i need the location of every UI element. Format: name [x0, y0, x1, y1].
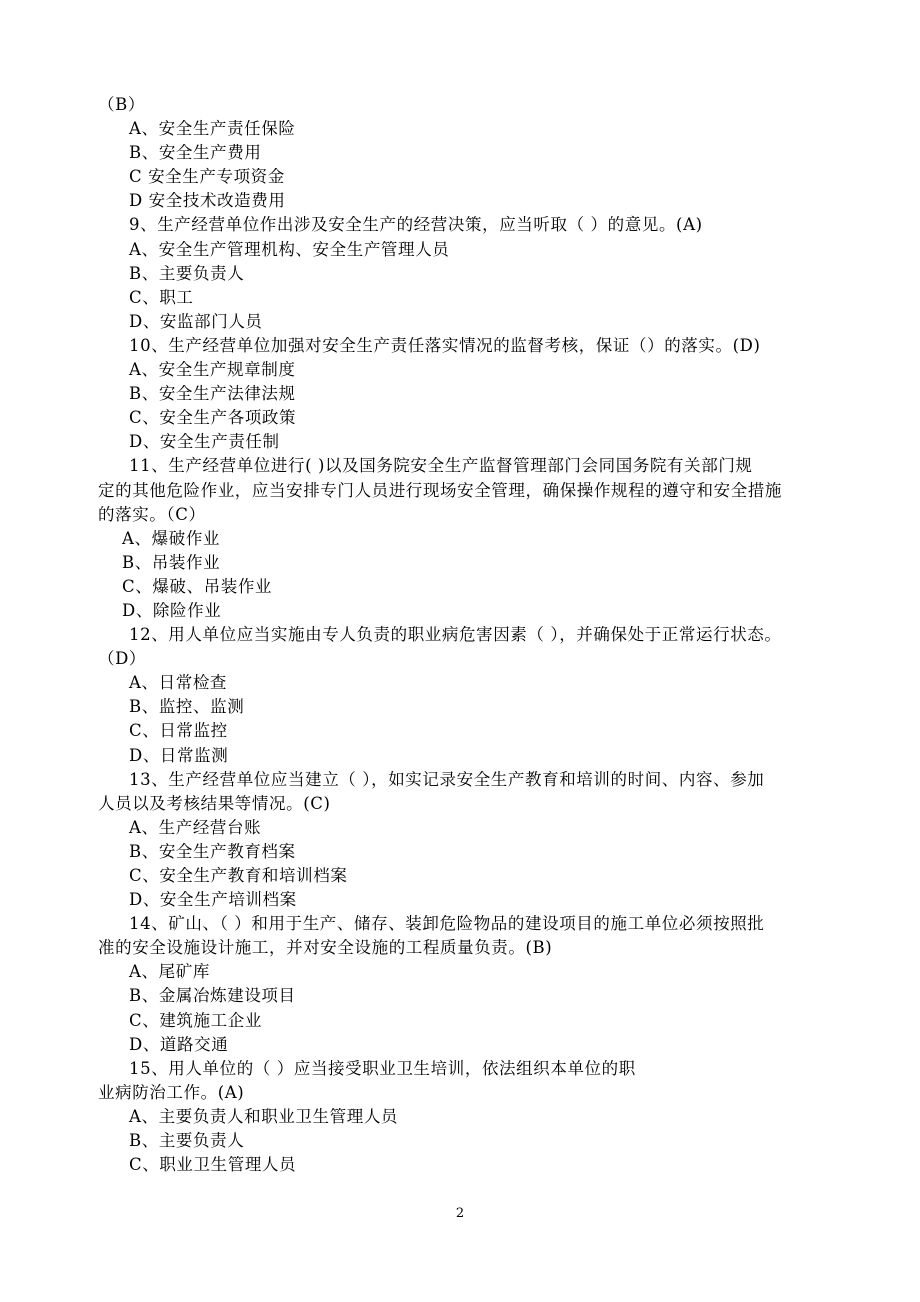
question-9: 9、生产经营单位作出涉及安全生产的经营决策，应当听取（ ）的意见。(A): [129, 215, 703, 235]
option-line: A、安全生产管理机构、安全生产管理人员: [129, 239, 450, 259]
option-line: B、安全生产费用: [129, 143, 262, 163]
option-line: C、安全生产各项政策: [129, 408, 297, 428]
question-15: 15、用人单位的（ ）应当接受职业卫生培训，依法组织本单位的职: [129, 1058, 636, 1078]
option-line: B、金属冶炼建设项目: [129, 986, 296, 1006]
option-line: D、安全生产培训档案: [129, 890, 297, 910]
option-line: B、主要负责人: [129, 263, 245, 283]
option-line: A、安全生产规章制度: [129, 360, 296, 380]
option-line: C、职业卫生管理人员: [129, 1155, 297, 1175]
option-line: B、安全生产法律法规: [129, 384, 296, 404]
question-11: 11、生产经营单位进行( )以及国务院安全生产监督管理部门会同国务院有关部门规: [129, 456, 753, 476]
question-15-cont: 业病防治工作。(A): [98, 1082, 245, 1102]
question-13: 13、生产经营单位应当建立（ ），如实记录安全生产教育和培训的时间、内容、参加: [129, 769, 765, 789]
option-line: C、职工: [129, 287, 194, 307]
page-number: 2: [455, 1206, 465, 1221]
option-line: A、安全生产责任保险: [129, 119, 296, 139]
option-line: C、爆破、吊装作业: [122, 576, 273, 596]
option-line: B、吊装作业: [122, 552, 221, 572]
option-line: C、安全生产教育和培训档案: [129, 866, 348, 885]
answer-line: （B）: [98, 95, 145, 114]
option-line: D、除险作业: [122, 600, 222, 620]
option-line: A、日常检查: [129, 673, 228, 693]
question-11-cont: 定的其他危险作业，应当安排专门人员进行现场安全管理，确保操作规程的遵守和安全措施: [98, 480, 782, 500]
option-line: C、日常监控: [129, 721, 228, 741]
question-14: 14、矿山、（ ）和用于生产、储存、装卸危险物品的建设项目的施工单位必须按照批: [129, 914, 765, 934]
option-line: C 安全生产专项资金: [129, 167, 285, 187]
question-13-cont: 人员以及考核结果等情况。(C): [98, 793, 331, 813]
question-12: 12、用人单位应当实施由专人负责的职业病危害因素（ ），并确保处于正常运行状态。: [129, 625, 782, 645]
option-line: D、安全生产责任制: [129, 432, 280, 452]
option-line: B、安全生产教育档案: [129, 841, 296, 861]
option-line: D、日常监测: [129, 745, 229, 765]
question-11-answer: 的落实。（C）: [98, 504, 206, 524]
option-line: A、尾矿库: [129, 962, 210, 982]
question-14-cont: 准的安全设施设计施工，并对安全设施的工程质量负责。(B): [98, 938, 553, 958]
page-body: [0, 93, 920, 1177]
option-line: D、安监部门人员: [129, 311, 263, 331]
question-12-answer: （D）: [98, 649, 147, 669]
option-line: B、主要负责人: [129, 1131, 245, 1151]
option-line: D 安全技术改造费用: [129, 191, 286, 211]
option-line: A、生产经营台账: [129, 817, 262, 837]
option-line: A、爆破作业: [122, 528, 221, 548]
option-line: B、监控、监测: [129, 697, 245, 717]
question-10: 10、生产经营单位加强对安全生产责任落实情况的监督考核，保证（）的落实。(D): [129, 335, 761, 355]
option-line: D、道路交通: [129, 1034, 229, 1054]
option-line: A、主要负责人和职业卫生管理人员: [129, 1106, 399, 1126]
option-line: C、建筑施工企业: [129, 1010, 262, 1030]
